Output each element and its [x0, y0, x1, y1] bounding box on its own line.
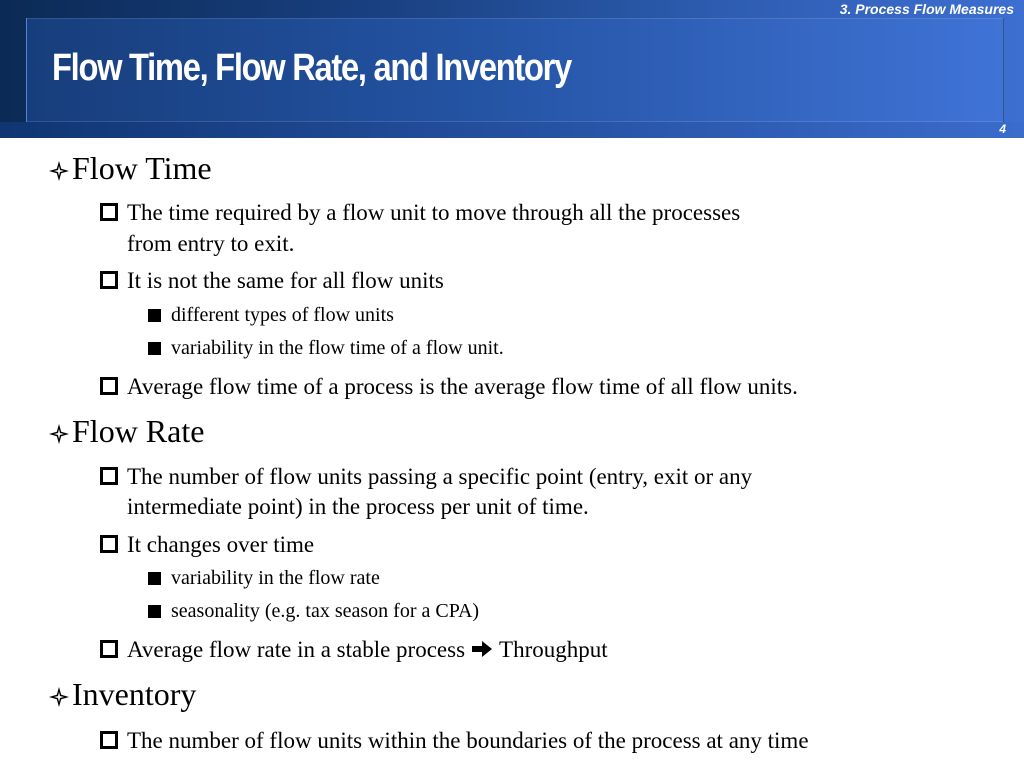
hollow-square-icon [100, 203, 118, 221]
hollow-square-icon [100, 377, 118, 395]
flow-time-point-1-line-2: from entry to exit. [127, 231, 295, 256]
flow-rate-point-3-result: Throughput [499, 637, 608, 662]
flow-time-point-1-line-1: The time required by a flow unit to move through all the processes [127, 200, 741, 225]
flow-time-point-2: It is not the same for all flow units [127, 268, 444, 293]
section-label: 3. Process Flow Measures [839, 1, 1014, 17]
flow-rate-point-1-line-2: intermediate point) in the process per unit of time. [127, 494, 589, 519]
heading-flow-rate: Flow Rate [72, 413, 205, 449]
flow-time-sub-1: different types of flow units [171, 304, 394, 326]
filled-square-icon [148, 605, 161, 618]
flow-time-point-3: Average flow time of a process is the average flow time of all flow units. [127, 374, 798, 399]
flow-rate-sub-1: variability in the flow rate [171, 567, 380, 589]
heading-inventory: Inventory [72, 676, 197, 712]
slide-title: Flow Time, Flow Rate, and Inventory [52, 47, 571, 89]
heading-flow-time: Flow Time [72, 150, 212, 186]
hollow-square-icon [100, 640, 118, 658]
hollow-square-icon [100, 467, 118, 485]
filled-square-icon [148, 572, 161, 585]
inventory-point-1: The number of flow units within the boundaries of the process at any time [127, 728, 809, 753]
flow-rate-point-3-text: Average flow rate in a stable process [127, 637, 466, 662]
flow-rate-point-2: It changes over time [127, 532, 315, 557]
flow-rate-point-1-line-1: The number of flow units passing a specific point (entry, exit or any [127, 464, 753, 489]
filled-square-icon [148, 309, 161, 322]
flow-rate-point-3 [127, 635, 608, 665]
flow-rate-sub-2: seasonality (e.g. tax season for a CPA) [171, 600, 480, 622]
slide-number: 4 [999, 122, 1006, 136]
hollow-square-icon [100, 535, 118, 553]
four-point-star-icon [48, 160, 70, 182]
hollow-square-icon [100, 271, 118, 289]
filled-square-icon [148, 342, 161, 355]
right-arrow-icon [471, 640, 493, 658]
four-point-star-icon [48, 423, 70, 445]
four-point-star-icon [48, 686, 70, 708]
hollow-square-icon [100, 731, 118, 749]
flow-time-sub-2: variability in the flow time of a flow unit. [171, 337, 504, 359]
